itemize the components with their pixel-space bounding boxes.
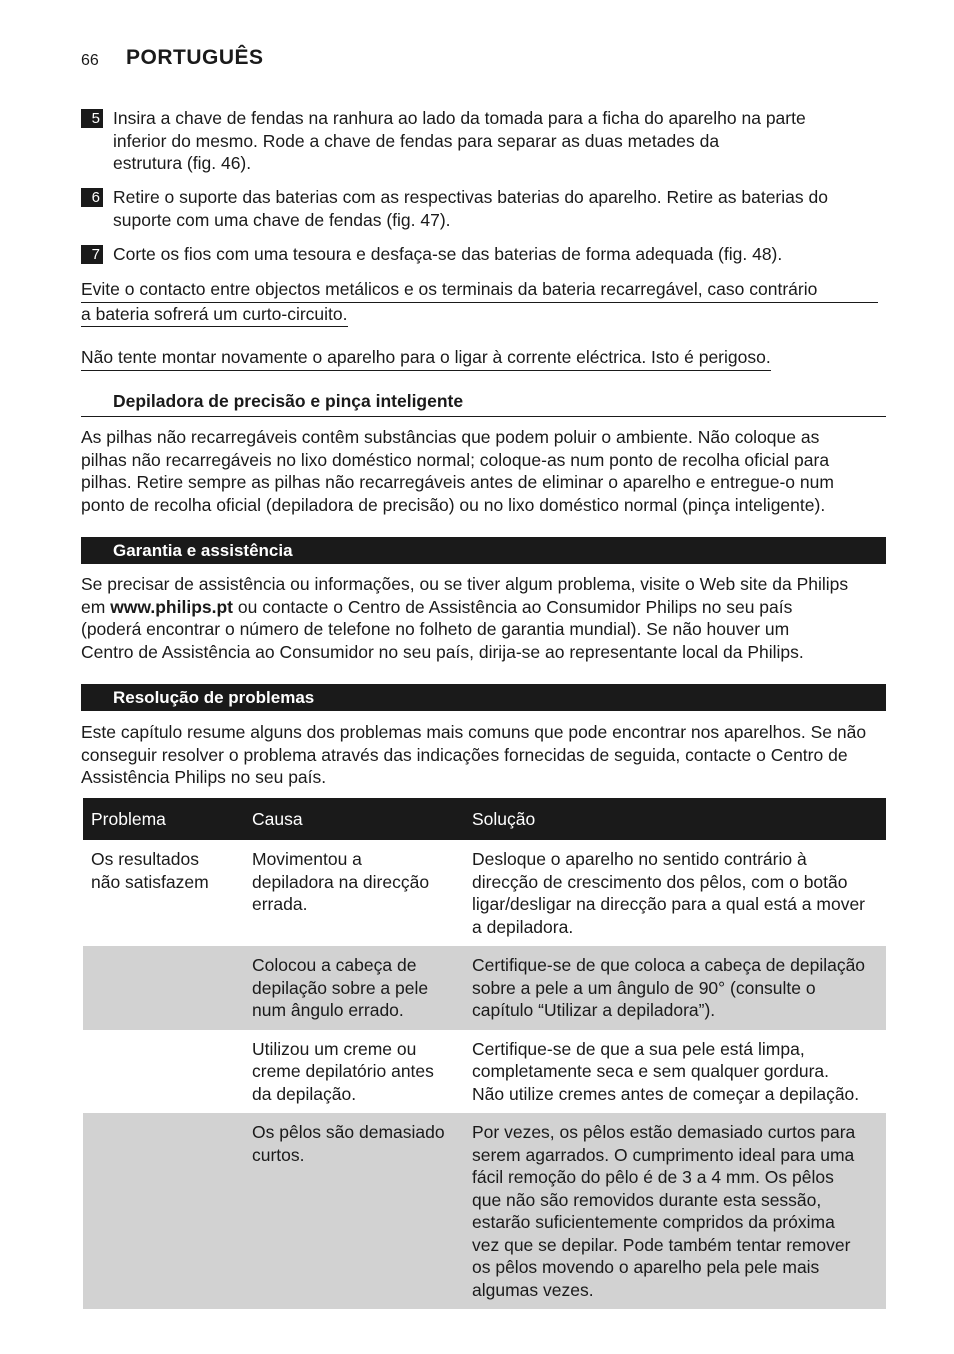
cell-solution [464,1113,886,1309]
cell-problem [83,1030,244,1114]
text-line: Assistência Philips no seu país. [81,767,327,787]
philips-url-link[interactable]: www.philips.pt [110,596,234,617]
troubleshooting-paragraph [81,721,886,789]
cell-problem [83,946,244,1030]
text-line: Colocou a cabeça de [252,955,417,975]
cell-solution [464,840,886,946]
text-line: capítulo “Utilizar a depiladora”). [472,1000,716,1020]
text-line: ligar/desligar na direcção para a qual está a mover [472,894,865,914]
warning-line: a bateria sofrerá um curto-circuito. [81,303,348,328]
heading-text: Garantia e assistência [113,541,293,560]
step-number: 5 [81,109,103,128]
text-line: Se precisar de assistência ou informações, ou se tiver algum problema, visite o Web site da Philips [81,574,849,594]
text-line: Os pêlos são demasiado [252,1122,445,1142]
warning-line: Evite o contacto entre objectos metálicos e os terminais da bateria recarregável, caso contrário [81,278,878,303]
step-text [113,243,886,266]
text-line: a depiladora. [472,916,574,937]
table-row [83,1030,886,1114]
text-line: Os resultados [91,849,199,869]
warning-short-circuit [81,278,878,327]
cell-cause [244,840,464,946]
cell-cause [244,946,464,1030]
text-line: pilhas. Retire sempre as pilhas não recarregáveis antes de eliminar o aparelho e entregue-o num [81,472,834,492]
text-line: creme depilatório antes [252,1061,434,1081]
cell-solution [464,1030,886,1114]
page-number: 66 [81,52,99,69]
text-line: não satisfazem [91,871,209,892]
step-item [81,243,886,266]
cell-cause [244,1113,464,1309]
text-line: num ângulo errado. [252,1000,404,1020]
text-line: pilhas não recarregáveis no lixo doméstico normal; coloque-as num ponto de recolha oficial para [81,449,830,470]
step-text [113,186,886,231]
text-line: estarão suficientemente compridos da próxima [472,1212,835,1232]
cell-problem [83,840,244,946]
text-line: algumas vezes. [472,1279,594,1300]
precision-section-heading [81,391,886,417]
text-line: Por vezes, os pêlos estão demasiado curtos para [472,1122,856,1142]
text-line: Insira a chave de fendas na ranhura ao lado da tomada para a ficha do aparelho na parte [113,108,806,128]
step-number: 7 [81,245,103,264]
header-solution: Solução [464,798,886,840]
heading-text: Resolução de problemas [113,688,315,707]
text-line: os pêlos movendo o aparelho pela pele mais [472,1257,820,1277]
text-line: As pilhas não recarregáveis contêm substâncias que podem poluir o ambiente. Não coloque as [81,427,820,447]
warning-line: Não tente montar novamente o aparelho para o ligar à corrente eléctrica. Isto é perigoso. [81,346,771,371]
text-line: curtos. [252,1144,305,1165]
step-number: 6 [81,188,103,207]
text-line: Este capítulo resume alguns dos problemas mais comuns que pode encontrar nos aparelhos. Se não [81,722,867,742]
text-line: em [81,596,111,617]
text-line: conseguir resolver o problema através das indicações fornecidas de seguida, contacte o Centro de [81,744,848,765]
cell-problem [83,1113,244,1309]
cell-solution [464,946,886,1030]
text-line: inferior do mesmo. Rode a chave de fendas para separar as duas metades da [113,130,720,151]
language-heading: PORTUGUÊS [126,46,264,69]
text-line: da depilação. [252,1083,357,1104]
step-item [81,107,886,175]
header-problem: Problema [83,798,244,840]
text-line: vez que se depilar. Pode também tentar remover [472,1234,851,1255]
text-line: errada. [252,894,308,914]
table-row [83,946,886,1030]
text-line: Utilizou um creme ou [252,1038,417,1059]
text-line: Não utilize cremes antes de começar a depilação. [472,1083,860,1104]
text-line: que não são removidos durante esta sessão, [472,1189,822,1210]
table-row [83,840,886,946]
text-line: completamente seca e sem qualquer gordura. [472,1061,830,1081]
text-line: estrutura (fig. 46). [113,153,252,173]
table-header-row [83,798,886,840]
warranty-paragraph [81,573,886,663]
text-line: direcção de crescimento dos pêlos, com o botão [472,871,848,892]
text-line: Corte os fios com uma tesoura e desfaça-se das baterias de forma adequada (fig. 48). [113,244,783,264]
warning-reassembly [81,346,771,371]
header-cause: Causa [244,798,464,840]
precision-paragraph [81,426,886,516]
heading-text: Depiladora de precisão e pinça inteligente [113,391,464,411]
text-line: Desloque o aparelho no sentido contrário à [472,849,807,869]
text-line: fácil remoção do pêlo é de 3 a 4 mm. Os pêlos [472,1167,834,1187]
text-line: Certifique-se de que a sua pele está limpa, [472,1038,805,1059]
text-line: Centro de Assistência ao Consumidor no seu país, dirija-se ao representante local da Philips. [81,641,804,662]
text-line: depilação sobre a pele [252,977,429,998]
table-row [83,1113,886,1309]
step-text [113,107,886,175]
text-line: (poderá encontrar o número de telefone no folheto de garantia mundial). Se não houver um [81,619,790,639]
text-line: ponto de recolha oficial (depiladora de precisão) ou no lixo doméstico normal (pinça inteligente). [81,494,826,515]
text-line: suporte com uma chave de fendas (fig. 47). [113,209,451,230]
text-line: ou contacte o Centro de Assistência ao Consumidor Philips no seu país [233,596,793,617]
text-line: depiladora na direcção [252,871,430,892]
text-line: Movimentou a [252,849,362,869]
troubleshooting-table [83,798,886,1309]
warranty-section-heading [81,537,886,564]
step-item [81,186,886,231]
text-line: serem agarrados. O cumprimento ideal para uma [472,1144,855,1165]
text-line: Certifique-se de que coloca a cabeça de depilação [472,955,866,975]
text-line: Retire o suporte das baterias com as respectivas baterias do aparelho. Retire as baterias do [113,187,828,207]
text-line: sobre a pele a um ângulo de 90° (consulte o [472,977,816,998]
cell-cause [244,1030,464,1114]
troubleshooting-section-heading [81,684,886,711]
